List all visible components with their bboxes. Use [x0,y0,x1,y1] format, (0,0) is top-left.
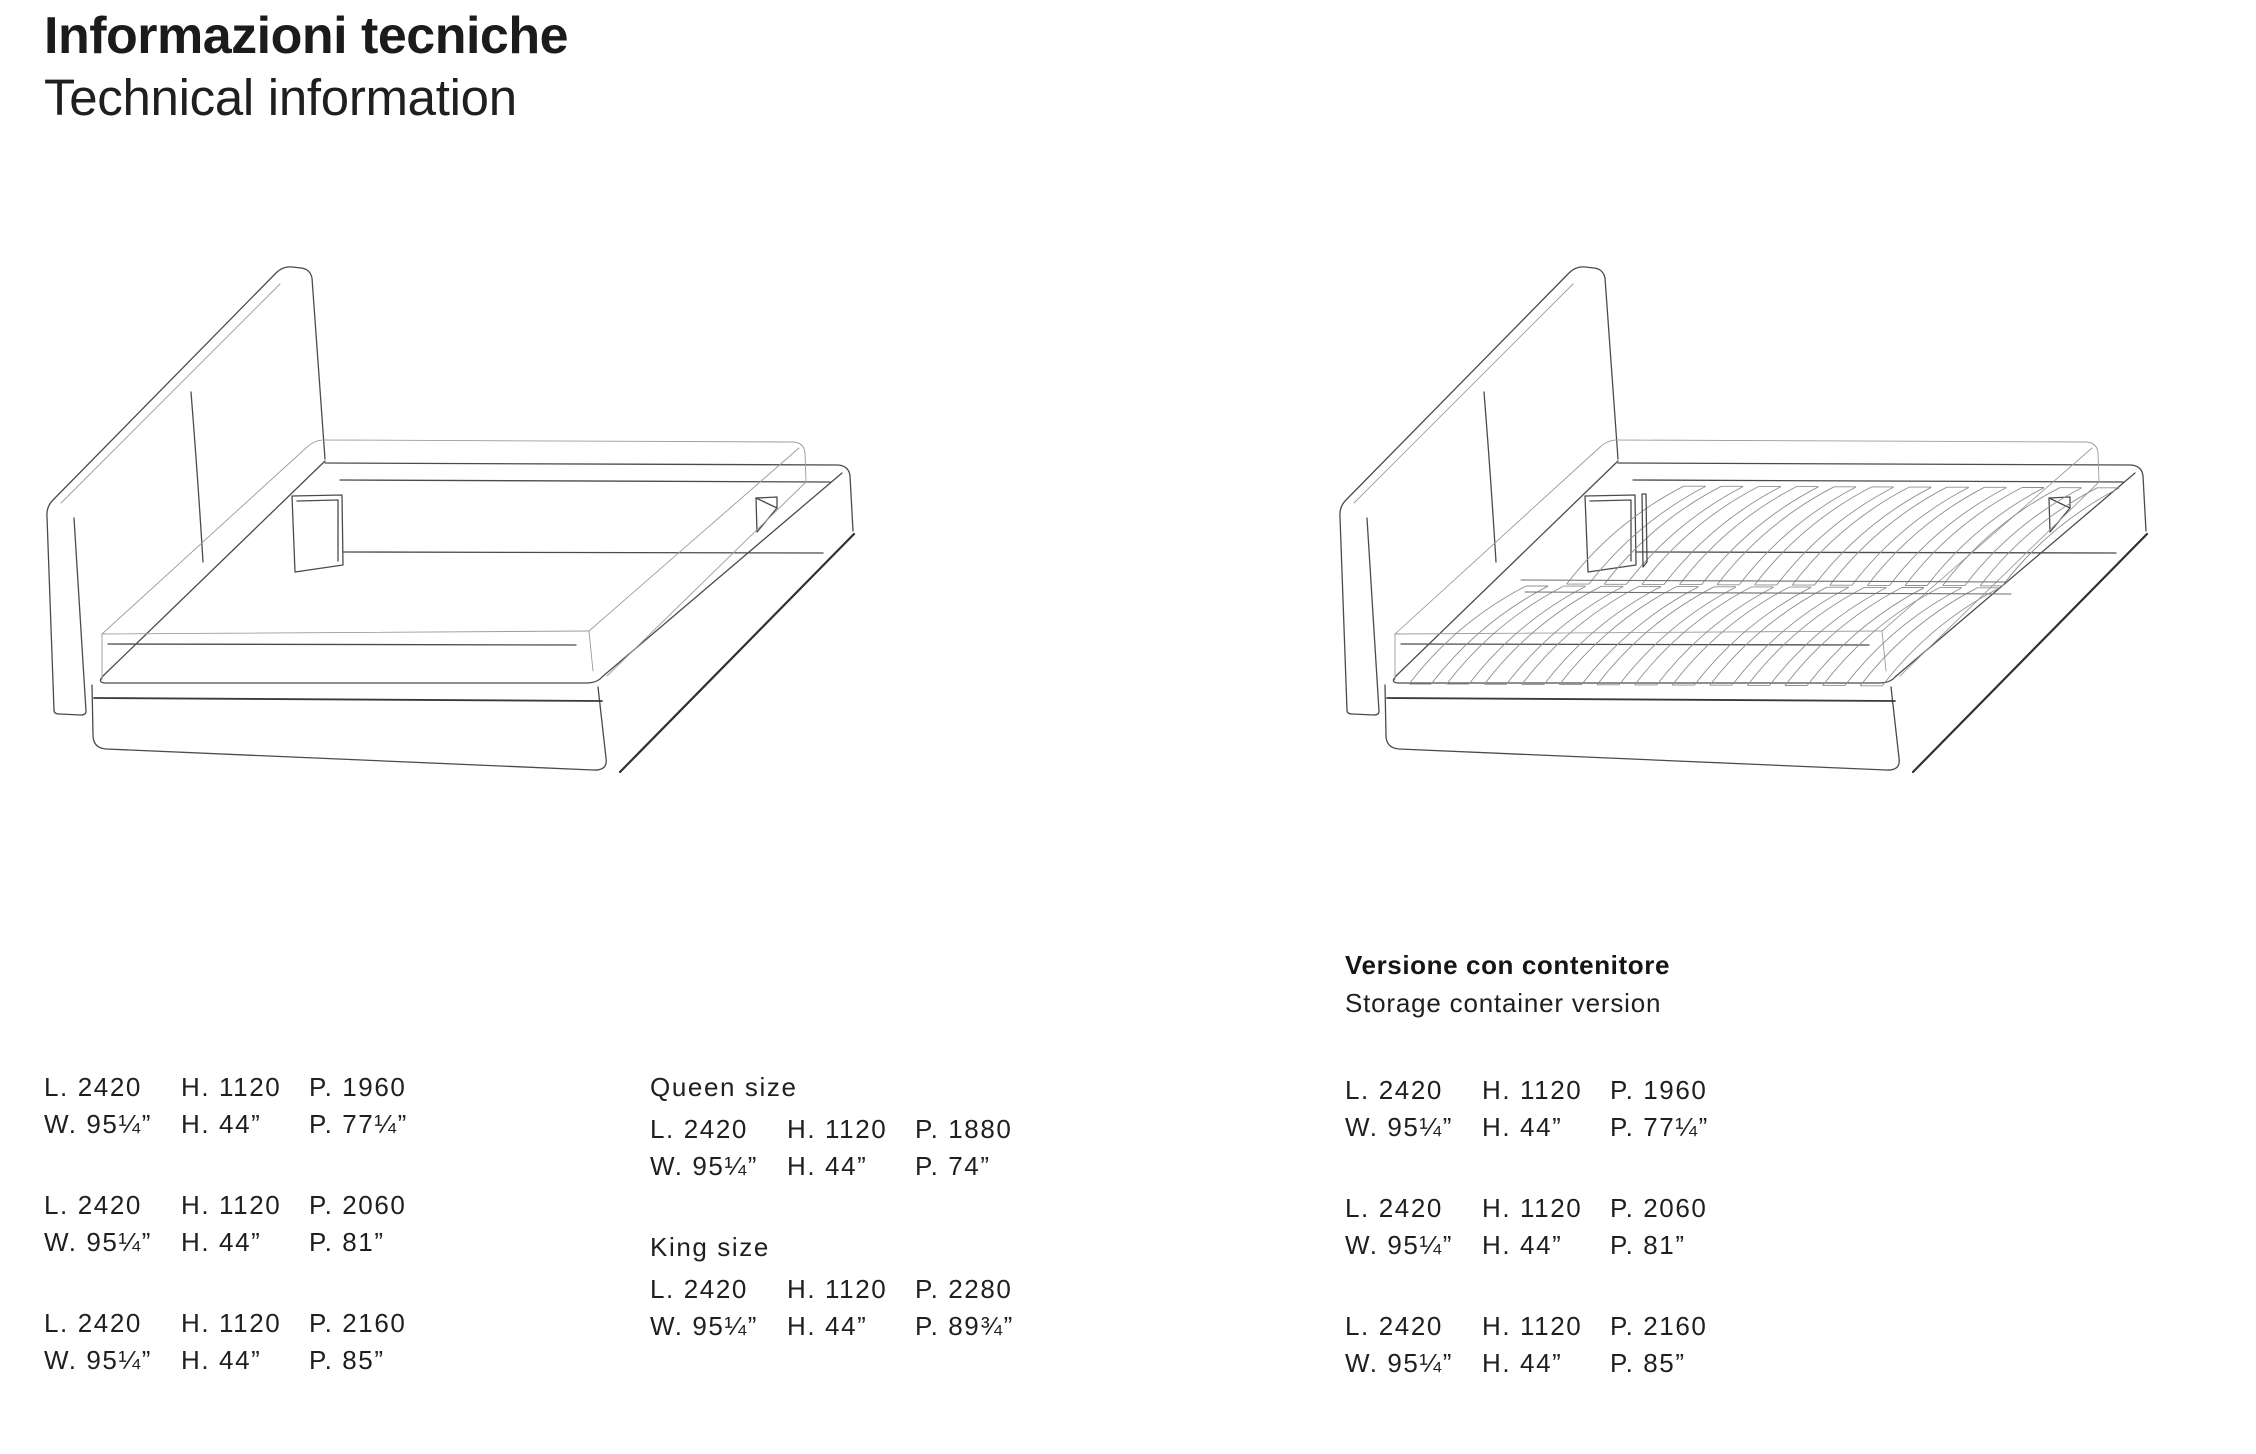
dim-depth-mm: P. 2160 [1610,1311,1708,1341]
dim-height-mm: H. 1120 [1482,1193,1583,1223]
dim-block [1345,1308,1709,1382]
spec-column-sizes [650,1069,1014,1389]
dim-height-inch: H. 44” [181,1345,262,1375]
bed-storage-drawing [1333,240,2183,800]
dim-length-mm: L. 2420 [1345,1311,1443,1341]
dim-depth-inch: P. 74” [915,1151,991,1181]
dim-depth-inch: P. 77¼” [1610,1112,1709,1142]
dim-length-mm: L. 2420 [1345,1075,1443,1105]
dim-width-inch: W. 95¼” [1345,1112,1454,1142]
dim-line-mm [44,1305,408,1342]
dim-height-inch: H. 44” [1482,1112,1563,1142]
dim-depth-inch: P. 77¼” [309,1109,408,1139]
dim-line-mm [1345,1072,1709,1109]
dim-line-inch [1345,1109,1709,1146]
dim-width-inch: W. 95¼” [1345,1230,1454,1260]
dim-line-mm [650,1111,1014,1148]
dim-width-inch: W. 95¼” [44,1227,153,1257]
page-title-italian: Informazioni tecniche [44,7,569,65]
dim-height-mm: H. 1120 [1482,1075,1583,1105]
spacer [1345,1022,1709,1072]
dim-depth-inch: P. 85” [309,1345,385,1375]
size-heading-queen: Queen size [650,1072,798,1102]
dim-depth-mm: P. 2280 [915,1274,1013,1304]
dim-width-inch: W. 95¼” [650,1311,759,1341]
dim-height-mm: H. 1120 [181,1190,282,1220]
dim-depth-mm: P. 2060 [1610,1193,1708,1223]
dim-line-inch [650,1148,1014,1185]
dim-height-inch: H. 44” [181,1227,262,1257]
dim-depth-mm: P. 1880 [915,1114,1013,1144]
dim-height-mm: H. 1120 [1482,1311,1583,1341]
storage-heading-english: Storage container version [1345,988,1662,1018]
dim-block [44,1305,408,1379]
dim-length-mm: L. 2420 [1345,1193,1443,1223]
dim-height-inch: H. 44” [181,1109,262,1139]
bed-standard-drawing [40,240,890,800]
dim-depth-inch: P. 85” [1610,1348,1686,1378]
dim-depth-inch: P. 89¾” [915,1311,1014,1341]
dim-line-mm [1345,1190,1709,1227]
dim-width-inch: W. 95¼” [44,1109,153,1139]
dim-depth-mm: P. 1960 [1610,1075,1708,1105]
dim-height-inch: H. 44” [1482,1230,1563,1260]
dim-block [1345,1072,1709,1146]
dim-line-inch [1345,1227,1709,1264]
spec-column-storage [1345,946,1709,1426]
dim-length-mm: L. 2420 [44,1308,142,1338]
dim-length-mm: L. 2420 [44,1072,142,1102]
dim-line-mm [1345,1308,1709,1345]
dim-length-mm: L. 2420 [650,1274,748,1304]
dim-block-queen [650,1111,1014,1185]
dim-width-inch: W. 95¼” [1345,1348,1454,1378]
dim-depth-inch: P. 81” [309,1227,385,1257]
dim-block-king [650,1271,1014,1345]
dim-height-inch: H. 44” [1482,1348,1563,1378]
dim-line-inch [44,1224,408,1261]
dim-depth-mm: P. 2060 [309,1190,407,1220]
dim-line-mm [44,1069,408,1106]
size-heading-king: King size [650,1232,770,1262]
dim-height-inch: H. 44” [787,1311,868,1341]
dim-line-inch [44,1106,408,1143]
dim-line-inch [1345,1345,1709,1382]
dim-height-mm: H. 1120 [787,1114,888,1144]
bed-slats [1409,486,2119,686]
dim-depth-mm: P. 1960 [309,1072,407,1102]
dim-length-mm: L. 2420 [650,1114,748,1144]
dim-height-mm: H. 1120 [181,1308,282,1338]
dim-block [44,1187,408,1261]
dim-height-mm: H. 1120 [181,1072,282,1102]
dim-width-inch: W. 95¼” [650,1151,759,1181]
dim-width-inch: W. 95¼” [44,1345,153,1375]
dim-height-inch: H. 44” [787,1151,868,1181]
spec-column-standard [44,1069,408,1423]
dim-line-inch [650,1308,1014,1345]
dim-line-mm [650,1271,1014,1308]
storage-heading-italian: Versione con contenitore [1345,950,1671,980]
page-title-english: Technical information [44,69,517,126]
dim-block [1345,1190,1709,1264]
dim-block [44,1069,408,1143]
dim-depth-inch: P. 81” [1610,1230,1686,1260]
dim-length-mm: L. 2420 [44,1190,142,1220]
slat-frame-post [1521,494,2011,594]
dim-height-mm: H. 1120 [787,1274,888,1304]
dim-line-inch [44,1342,408,1379]
page-title [44,6,568,128]
dim-depth-mm: P. 2160 [309,1308,407,1338]
dim-line-mm [44,1187,408,1224]
